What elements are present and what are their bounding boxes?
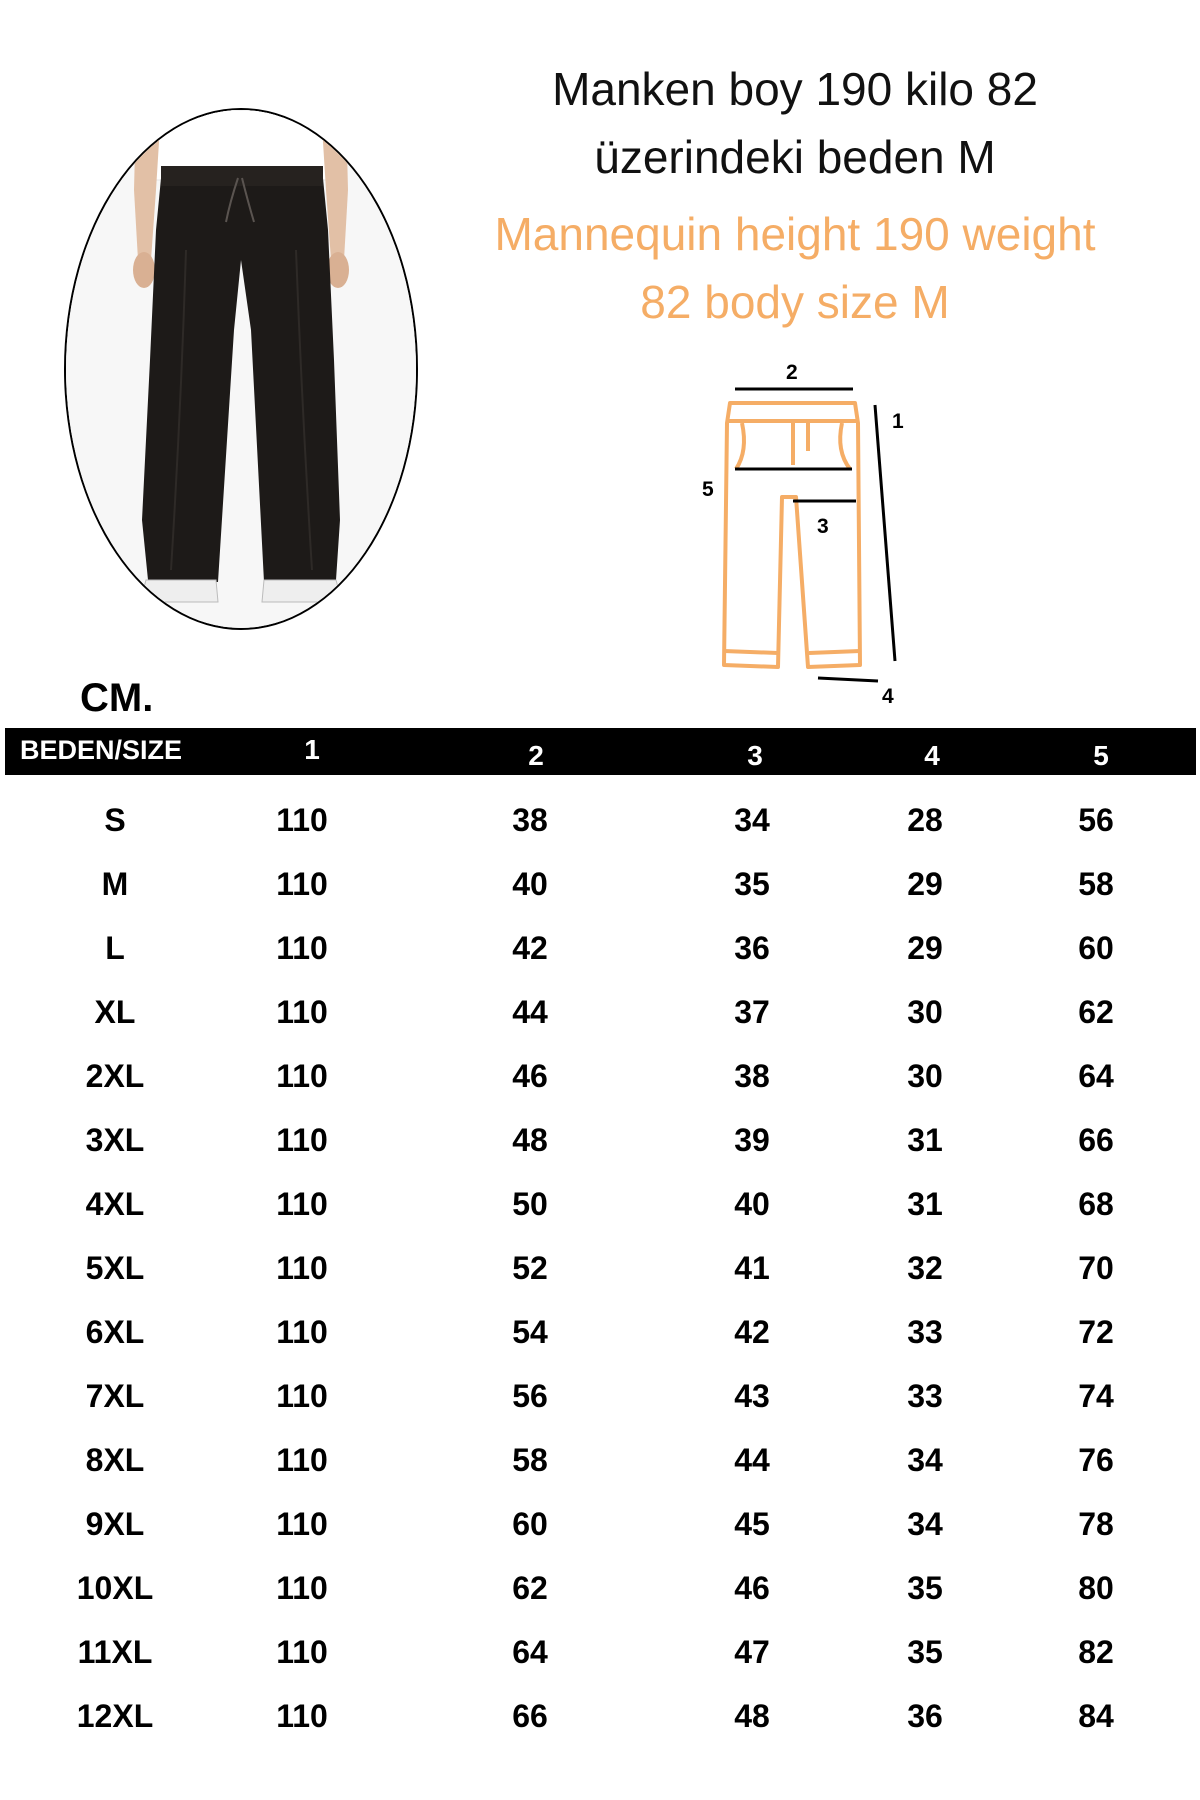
cell-size: XL [94,994,136,1030]
cell-col-1: 110 [276,1634,328,1670]
measure-label-4: 4 [882,685,894,708]
table-row [0,980,1200,1044]
table-row [0,1044,1200,1108]
table-row [0,1684,1200,1748]
cell-col-4: 33 [907,1314,943,1350]
table-row [0,1620,1200,1684]
model-info-turkish [470,55,1120,191]
cell-col-5: 66 [1078,1122,1114,1158]
cell-col-1: 110 [276,1570,328,1606]
cell-col-3: 36 [734,930,770,966]
cell-col-1: 110 [276,1186,328,1222]
cell-col-5: 60 [1078,930,1114,966]
cell-col-5: 70 [1078,1250,1114,1286]
header-col-3: 3 [747,740,763,771]
cell-col-1: 110 [276,1314,328,1350]
cell-col-5: 58 [1078,866,1114,902]
cell-col-1: 110 [276,866,328,902]
cell-col-2: 62 [512,1570,548,1606]
cell-col-1: 110 [276,1378,328,1414]
header-col-2: 2 [528,740,544,771]
cell-col-3: 37 [734,994,770,1030]
cell-size: L [105,930,125,966]
cell-col-4: 30 [907,994,943,1030]
cell-col-5: 84 [1078,1698,1114,1734]
cell-col-3: 40 [734,1186,770,1222]
table-row [0,788,1200,852]
cell-col-1: 110 [276,1058,328,1094]
cell-col-5: 68 [1078,1186,1114,1222]
cell-col-4: 32 [907,1250,943,1286]
cell-col-1: 110 [276,1698,328,1734]
header-col-5: 5 [1093,740,1109,771]
cell-col-1: 110 [276,930,328,966]
header-col-4: 4 [924,740,940,771]
cell-col-3: 41 [734,1250,770,1286]
cell-col-4: 29 [907,930,943,966]
cell-col-2: 52 [512,1250,548,1286]
cell-col-1: 110 [276,1442,328,1478]
cell-col-2: 54 [512,1314,548,1350]
cell-col-3: 39 [734,1122,770,1158]
measure-line-1 [875,405,895,661]
cell-col-3: 42 [734,1314,770,1350]
cell-col-5: 72 [1078,1314,1114,1350]
trousers-outline-icon [724,403,860,667]
cell-col-5: 62 [1078,994,1114,1030]
cell-col-1: 110 [276,1506,328,1542]
cell-col-1: 110 [276,994,328,1030]
cell-size: 12XL [76,1698,154,1734]
table-row [0,1108,1200,1172]
cell-col-2: 40 [512,866,548,902]
cell-col-3: 46 [734,1570,770,1606]
header-size: BEDEN/SIZE [20,735,183,765]
model-info-english-line1: Mannequin height 190 weight [494,208,1096,260]
table-row [0,1428,1200,1492]
header-col-1: 1 [304,734,320,765]
cell-size: 10XL [76,1570,154,1606]
cell-size: 2XL [85,1058,145,1094]
cell-col-3: 47 [734,1634,770,1670]
cell-col-4: 31 [907,1186,943,1222]
cell-col-3: 44 [734,1442,770,1478]
measure-label-3: 3 [817,515,829,538]
cell-col-2: 58 [512,1442,548,1478]
measure-label-2: 2 [786,361,798,384]
model-info-english-line2: 82 body size M [640,276,950,328]
cell-size: 8XL [85,1442,145,1478]
table-row [0,1364,1200,1428]
cell-col-2: 66 [512,1698,548,1734]
measure-line-4 [818,678,878,681]
table-row [0,1300,1200,1364]
cell-col-5: 74 [1078,1378,1114,1414]
cell-col-4: 35 [907,1634,943,1670]
cell-col-2: 50 [512,1186,548,1222]
model-info-turkish-line2: üzerindeki beden M [594,131,996,183]
cell-col-5: 76 [1078,1442,1114,1478]
cell-col-3: 48 [734,1698,770,1734]
cell-size: 3XL [85,1122,145,1158]
table-row [0,852,1200,916]
cell-col-4: 34 [907,1442,943,1478]
table-row [0,1172,1200,1236]
cell-col-4: 31 [907,1122,943,1158]
cell-size: 9XL [85,1506,145,1542]
unit-label: CM. [80,676,154,720]
table-row [0,1236,1200,1300]
cell-col-3: 35 [734,866,770,902]
cell-col-3: 38 [734,1058,770,1094]
model-photo-oval [64,108,418,630]
cell-col-5: 80 [1078,1570,1114,1606]
cell-col-2: 56 [512,1378,548,1414]
cell-col-4: 33 [907,1378,943,1414]
cell-size: 6XL [85,1314,145,1350]
cell-col-5: 64 [1078,1058,1114,1094]
cell-col-4: 36 [907,1698,943,1734]
measure-label-1: 1 [892,410,904,433]
cell-col-5: 82 [1078,1634,1114,1670]
measurement-diagram [690,345,920,715]
cell-col-1: 110 [276,1250,328,1286]
cell-col-5: 78 [1078,1506,1114,1542]
cell-col-2: 46 [512,1058,548,1094]
model-trousers-illustration [66,110,416,628]
table-row [0,1492,1200,1556]
model-info-turkish-line1: Manken boy 190 kilo 82 [552,63,1038,115]
cell-size: 11XL [77,1634,153,1670]
cell-size: 4XL [85,1186,145,1222]
cell-col-2: 48 [512,1122,548,1158]
model-info-english [470,200,1120,336]
table-row [0,916,1200,980]
cell-size: M [101,866,129,902]
cell-col-1: 110 [276,802,328,838]
size-table-header [5,728,1196,775]
table-row [0,1556,1200,1620]
cell-col-4: 30 [907,1058,943,1094]
cell-size: S [104,802,126,838]
cell-col-4: 29 [907,866,943,902]
cell-col-4: 28 [907,802,943,838]
cell-col-3: 34 [734,802,770,838]
cell-col-2: 64 [512,1634,548,1670]
cell-size: 5XL [85,1250,145,1286]
cell-col-3: 43 [734,1378,770,1414]
cell-size: 7XL [85,1378,145,1414]
cell-col-2: 60 [512,1506,548,1542]
cell-col-3: 45 [734,1506,770,1542]
cell-col-4: 34 [907,1506,943,1542]
cell-col-5: 56 [1078,802,1114,838]
cell-col-4: 35 [907,1570,943,1606]
cell-col-2: 42 [512,930,548,966]
cell-col-1: 110 [276,1122,328,1158]
cell-col-2: 44 [512,994,548,1030]
cell-col-2: 38 [512,802,548,838]
measure-label-5: 5 [702,478,714,501]
